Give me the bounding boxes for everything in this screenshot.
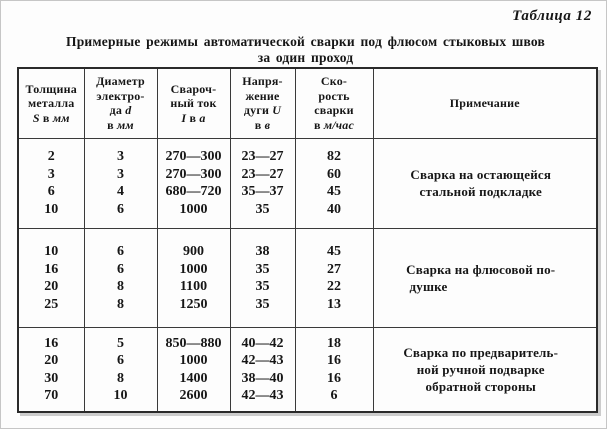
header-text: жение [245, 88, 280, 103]
col-header-thickness [18, 68, 84, 138]
header-text: рость [318, 88, 350, 103]
header-text: Напря- [242, 74, 283, 89]
value: 6 [117, 353, 124, 369]
table-block-row [18, 228, 597, 327]
table-caption [15, 34, 596, 66]
cell-voltage [230, 228, 295, 327]
unit-symbol: мм [52, 110, 70, 125]
value: 23—27 [241, 166, 284, 182]
value: 3 [47, 166, 55, 182]
header-line [85, 74, 157, 89]
header-text: дуги [243, 103, 273, 118]
unit-symbol: U [272, 103, 282, 118]
value: 25 [44, 296, 59, 312]
unit-symbol: d [125, 103, 132, 118]
header-line [85, 103, 157, 118]
table-block-row [18, 328, 597, 412]
header-line [85, 89, 157, 104]
header-text: в [186, 110, 200, 125]
note-line: стальной подкладке [419, 184, 542, 200]
unit-symbol: а [199, 110, 206, 125]
col-header-diameter [84, 68, 157, 138]
col-header-speed [295, 68, 373, 138]
value: 42—43 [241, 353, 284, 369]
header-line [231, 74, 295, 89]
header-text: Примечание [449, 96, 520, 110]
header-line [296, 89, 373, 104]
header-line [231, 89, 295, 104]
value: 6 [117, 261, 124, 277]
cell-diameter [84, 228, 157, 327]
value: 850—880 [165, 335, 222, 351]
header-line [231, 118, 295, 133]
header-line [158, 82, 230, 97]
value: 6 [117, 201, 124, 217]
cell-note [373, 328, 597, 412]
table-block-row [18, 138, 597, 228]
table-number-label: Таблица 12 [512, 8, 592, 24]
caption-line-1: Примерные режимы автоматической сварки под флюсом стыковых швов [66, 34, 545, 49]
value: 42—43 [241, 388, 284, 404]
header-line [296, 118, 373, 133]
value: 6 [47, 184, 55, 200]
value: 16 [327, 370, 341, 386]
value: 1100 [179, 279, 208, 294]
header-row [18, 68, 597, 138]
col-header-current [157, 68, 230, 138]
header-line [85, 118, 157, 133]
header-text: Диаметр [96, 74, 145, 89]
header-line [19, 96, 84, 111]
header-text: в [107, 117, 118, 132]
value: 1000 [179, 261, 208, 277]
value: 6 [117, 244, 124, 259]
header-text: в [39, 110, 53, 125]
cell-voltage [230, 328, 295, 412]
table-header [18, 68, 597, 138]
header-text: Ско- [320, 74, 348, 89]
cell-current [157, 228, 230, 327]
value: 35 [255, 296, 270, 312]
value: 35—37 [241, 184, 284, 200]
header-text: да [109, 103, 126, 118]
value: 20 [44, 353, 59, 369]
caption-line-2: за один проход [257, 50, 354, 65]
value: 13 [327, 296, 341, 312]
header-line [374, 96, 597, 111]
value: 4 [117, 184, 124, 200]
header-line [296, 74, 373, 89]
value: 900 [183, 244, 204, 259]
header-text: в [254, 117, 265, 132]
header-text: сварки [314, 103, 354, 118]
value: 8 [117, 370, 124, 386]
value: 2 [47, 149, 55, 165]
value: 10 [44, 201, 59, 217]
note-line: Сварка на флюсовой по- [406, 262, 556, 277]
cell-voltage [230, 138, 295, 228]
value: 45 [327, 184, 341, 200]
unit-symbol: I [181, 110, 187, 125]
value: 45 [327, 244, 341, 259]
cell-note [373, 138, 597, 228]
value: 35 [255, 279, 270, 294]
value: 40—42 [241, 335, 284, 351]
value: 35 [255, 261, 270, 277]
header-line [158, 96, 230, 111]
cell-thickness [18, 328, 84, 412]
value: 3 [117, 149, 124, 165]
value: 5 [117, 335, 124, 351]
unit-symbol: м/час [323, 117, 355, 132]
table-body [18, 138, 597, 412]
value: 16 [327, 353, 341, 369]
cell-thickness [18, 228, 84, 327]
value: 38 [255, 244, 270, 259]
header-line [19, 82, 84, 97]
header-line [19, 111, 84, 126]
value: 60 [327, 166, 341, 182]
unit-symbol: мм [117, 117, 134, 132]
header-line [231, 103, 295, 118]
value: 1000 [179, 353, 208, 369]
cell-note [373, 228, 597, 327]
value: 16 [44, 261, 59, 277]
value: 6 [330, 388, 338, 404]
col-header-note [373, 68, 597, 138]
value: 1400 [179, 370, 208, 386]
cell-current [157, 138, 230, 228]
col-header-voltage [230, 68, 295, 138]
header-text: электро- [96, 88, 145, 103]
value: 23—27 [241, 149, 284, 165]
note-line: ной ручной подварке [416, 362, 545, 378]
value: 22 [327, 279, 341, 294]
value: 70 [44, 388, 59, 404]
note-line: обратной стороны [425, 379, 537, 395]
header-text: металла [27, 96, 75, 110]
value: 10 [44, 244, 59, 259]
cell-diameter [84, 328, 157, 412]
unit-symbol: в [264, 117, 271, 132]
value: 35 [255, 201, 270, 217]
note-line: душке [409, 279, 448, 294]
welding-modes-table [17, 67, 598, 413]
value: 8 [117, 296, 124, 312]
cell-current [157, 328, 230, 412]
value: 8 [117, 279, 124, 294]
value: 30 [44, 370, 59, 386]
value: 270—300 [165, 166, 222, 182]
value: 3 [117, 166, 124, 182]
value: 10 [113, 388, 128, 404]
value: 16 [44, 335, 59, 351]
value: 20 [44, 279, 59, 294]
value: 40 [327, 201, 341, 217]
header-line [158, 111, 230, 126]
value: 27 [327, 261, 341, 277]
cell-speed [295, 138, 373, 228]
header-text: в [313, 117, 324, 132]
cell-speed [295, 328, 373, 412]
header-line [296, 103, 373, 118]
value: 82 [327, 149, 341, 165]
header-text: ный ток [170, 96, 217, 110]
cell-diameter [84, 138, 157, 228]
value: 2600 [179, 388, 208, 404]
value: 270—300 [165, 149, 222, 165]
value: 680—720 [165, 184, 222, 200]
cell-speed [295, 228, 373, 327]
header-text: Толщина [25, 81, 77, 96]
header-text: Свароч- [170, 81, 217, 96]
value: 1000 [179, 201, 208, 217]
value: 18 [327, 335, 341, 351]
value: 1250 [179, 296, 208, 312]
value: 38—40 [241, 370, 284, 386]
cell-thickness [18, 138, 84, 228]
note-line: Сварка на остающейся [410, 167, 552, 183]
unit-symbol: S [32, 110, 40, 125]
note-line: Сварка по предваритель- [403, 345, 559, 361]
